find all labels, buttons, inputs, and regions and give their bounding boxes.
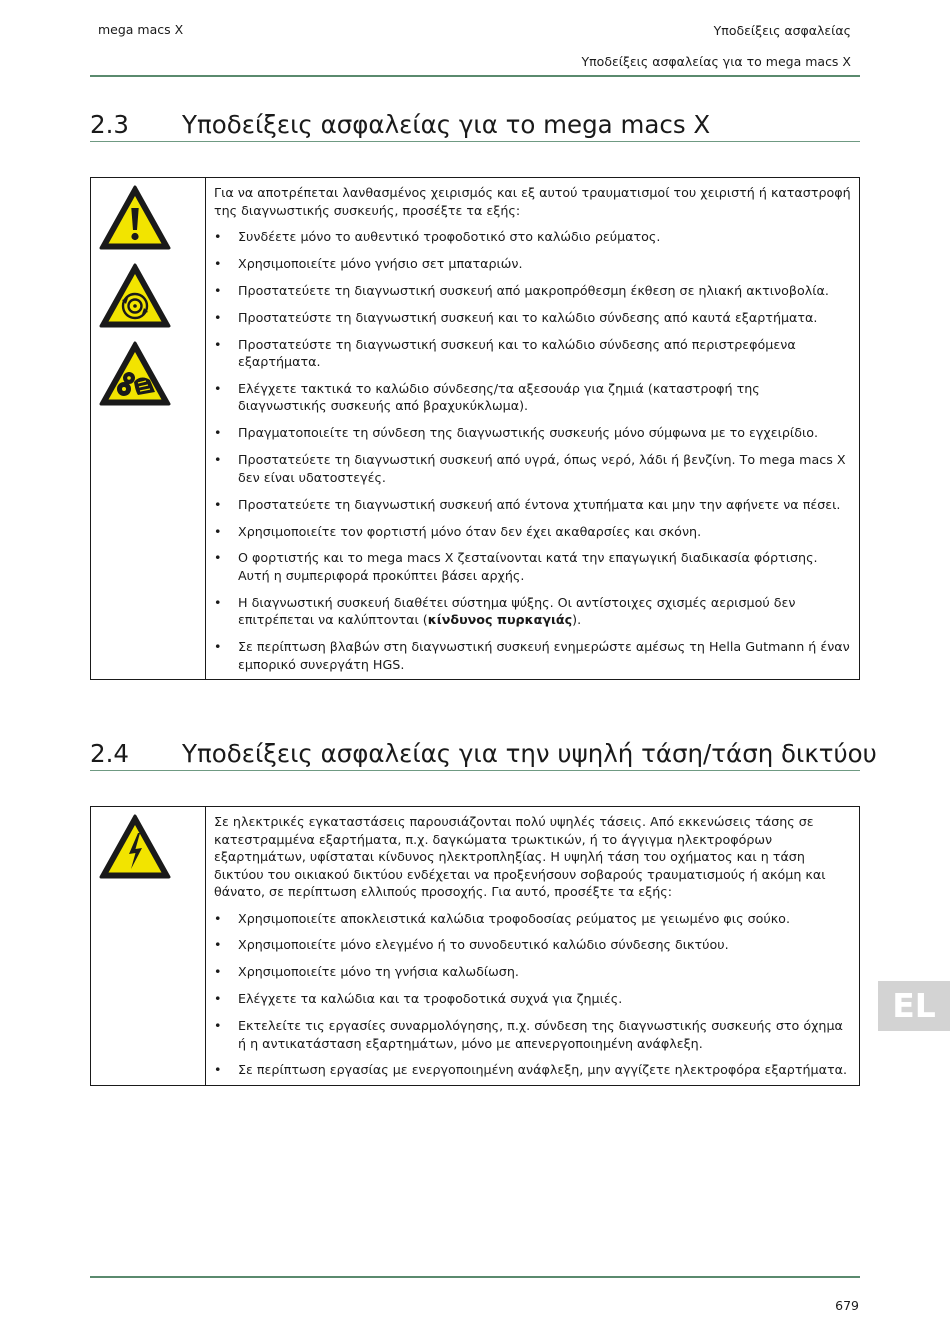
page-number: 679 xyxy=(835,1298,859,1313)
list-item: • Σε περίπτωση εργασίας με ενεργοποιημένη ανάφλεξη, μην αγγίζετε ηλεκτροφόρα εξαρτήματα. xyxy=(214,1061,851,1079)
high-voltage-warning-icon xyxy=(98,813,172,881)
section-number: 2.3 xyxy=(90,110,129,139)
list-item: • Χρησιμοποιείτε μόνο ελεγμένο ή το συνοδευτικό καλώδιο σύνδεσης δικτύου. xyxy=(214,936,851,954)
list-item: • Προστατεύετε τη διαγνωστική συσκευή από υγρά, όπως νερό, λάδι ή βενζίνη. Το mega macs X δεν είναι υδατοστεγές. xyxy=(214,451,851,486)
safety-box-high-voltage xyxy=(90,806,860,1086)
section-number: 2.4 xyxy=(90,739,129,768)
hand-entanglement-warning-icon xyxy=(98,340,172,408)
running-header-left: mega macs X xyxy=(98,22,184,37)
list-item-cooling xyxy=(214,594,851,629)
safety-text-high-voltage xyxy=(206,807,859,1085)
safety-text-general xyxy=(206,178,859,679)
fire-hazard-emphasis: κίνδυνος πυρκαγιάς xyxy=(427,612,573,628)
list-item: • Χρησιμοποιείτε αποκλειστικά καλώδια τροφοδοσίας ρεύματος με γειωμένο φις σούκο. xyxy=(214,910,851,928)
list-item: • Συνδέετε μόνο το αυθεντικό τροφοδοτικό στο καλώδιο ρεύματος. xyxy=(214,228,851,246)
section-heading-2-4 xyxy=(90,739,877,771)
intro-paragraph: Σε ηλεκτρικές εγκαταστάσεις παρουσιάζονται πολύ υψηλές τάσεις. Από εκκενώσεις τάσης σε κατεστραμμένα εξαρτήματα, π.χ. δαγκώματα τρωκτικών, ή το άγγιγμα ηλεκτροφόρων εξαρτημάτων, υφίσταται κίνδυνος ηλεκτροπληξίας. Η υψηλή τάση του οχήματος και η τάση δικτύου του οικιακού δικτύου ενδέχεται να προξενήσουν σοβαρούς τραυματισμούς ή ακόμη και θάνατο, σε περίπτωση ελλιπούς προσοχής. Για αυτό, προσέξτε τα εξής: xyxy=(214,814,826,899)
section-title: Υποδείξεις ασφαλείας για το mega macs X xyxy=(182,110,711,139)
cooling-text-end: ). xyxy=(572,612,582,628)
list-item: • Ελέγχετε τακτικά το καλώδιο σύνδεσης/τα αξεσουάρ για ζημιά (καταστροφή της διαγνωστικής συσκευής από βραχυκύκλωμα). xyxy=(214,380,851,415)
header-rule xyxy=(90,75,860,77)
cooling-text: Η διαγνωστική συσκευή διαθέτει σύστημα ψύξης. Οι αντίστοιχες σχισμές αερισμού δεν επιτρέπεται να καλύπτονται ( xyxy=(238,594,796,628)
general-warning-icon xyxy=(98,184,172,252)
list-item: • Προστατεύετε τη διαγνωστική συσκευή από μακροπρόθεσμη έκθεση σε ηλιακή ακτινοβολία. xyxy=(214,282,851,300)
list-item: • Εκτελείτε τις εργασίες συναρμολόγησης, π.χ. σύνδεση της διαγνωστικής συσκευής στο όχημα ή η αντικατάσταση εξαρτημάτων, μόνο με απενεργοποιημένη ανάφλεξη. xyxy=(214,1017,851,1052)
list-item: • Χρησιμοποιείτε μόνο γνήσιο σετ μπαταριών. xyxy=(214,255,851,273)
list-item: • Προστατεύετε τη διαγνωστική συσκευή από έντονα χτυπήματα και μην την αφήνετε να πέσει. xyxy=(214,496,851,514)
language-tab: EL xyxy=(878,981,950,1031)
list-item: • Σε περίπτωση βλαβών στη διαγνωστική συσκευή ενημερώστε αμέσως τη Hella Gutmann ή έναν εμπορικό συνεργάτη HGS. xyxy=(214,638,851,673)
section-title: Υποδείξεις ασφαλείας για την υψηλή τάση/τάση δικτύου xyxy=(182,739,877,768)
safety-box-general xyxy=(90,177,860,680)
list-item: • Προστατεύστε τη διαγνωστική συσκευή και το καλώδιο σύνδεσης από καυτά εξαρτήματα. xyxy=(214,309,851,327)
list-item: • Χρησιμοποιείτε τον φορτιστή μόνο όταν δεν έχει ακαθαρσίες και σκόνη. xyxy=(214,523,851,541)
running-header-section: Υποδείξεις ασφαλείας για το mega macs X xyxy=(581,54,851,69)
list-item: • Προστατεύστε τη διαγνωστική συσκευή και το καλώδιο σύνδεσης από περιστρεφόμενα εξαρτήματα. xyxy=(214,336,851,371)
warning-icon-column xyxy=(91,807,206,1085)
safety-list-general xyxy=(214,228,851,673)
list-item: • Πραγματοποιείτε τη σύνδεση της διαγνωστικής συσκευής μόνο σύμφωνα με το εγχειρίδιο. xyxy=(214,424,851,442)
safety-list-high-voltage xyxy=(214,910,851,1079)
list-item: • Ο φορτιστής και το mega macs X ζεσταίνονται κατά την επαγωγική διαδικασία φόρτισης. Αυτή η συμπεριφορά προκύπτει βάσει αρχής. xyxy=(214,549,851,584)
warning-icon-column xyxy=(91,178,206,679)
list-item: • Χρησιμοποιείτε μόνο τη γνήσια καλωδίωση. xyxy=(214,963,851,981)
footer-rule xyxy=(90,1276,860,1278)
list-item: • Ελέγχετε τα καλώδια και τα τροφοδοτικά συχνά για ζημιές. xyxy=(214,990,851,1008)
rotating-parts-warning-icon xyxy=(98,262,172,330)
section-heading-2-3 xyxy=(90,110,860,142)
running-header-chapter: Υποδείξεις ασφαλείας xyxy=(713,23,851,38)
intro-paragraph: Για να αποτρέπεται λανθασμένος χειρισμός και εξ αυτού τραυματισμοί του χειριστή ή καταστροφή της διαγνωστικής συσκευής, προσέξτε τα εξής: xyxy=(214,185,851,218)
